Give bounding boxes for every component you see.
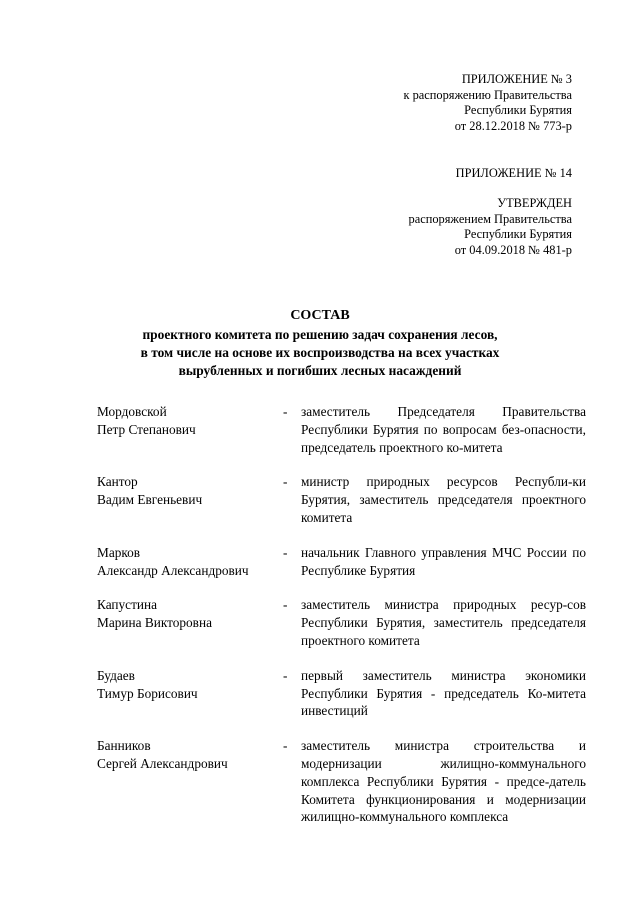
approved-title: УТВЕРЖДЕН	[497, 196, 572, 210]
member-name	[97, 403, 283, 456]
member-given-name: Сергей Александрович	[97, 755, 228, 771]
member-dash: -	[283, 597, 288, 613]
member-name	[97, 667, 283, 720]
approved-block	[409, 196, 573, 258]
member-dash: -	[283, 404, 288, 419]
member-surname: Кантор	[97, 474, 138, 490]
appendix-3-order-ref: к распоряжению Правительства	[403, 87, 572, 102]
member-row	[97, 737, 586, 826]
member-surname: Марков	[97, 544, 141, 560]
title-main: СОСТАВ	[290, 308, 350, 323]
member-role: начальник Главного управления МЧС России по Республике Бурятия	[301, 544, 586, 578]
member-role: заместитель министра строительства и модернизации жилищно-коммунального комплекса Республики Бурятия - предсе-датель Комитета функционирования и модернизации жилищно-коммунального комплекса	[301, 738, 586, 825]
member-given-name: Александр Александрович	[97, 562, 249, 578]
appendix-3-header	[403, 72, 572, 134]
member-surname: Банников	[97, 738, 151, 754]
appendix-14-title: ПРИЛОЖЕНИЕ № 14	[455, 166, 572, 180]
member-name	[97, 596, 283, 649]
member-row	[97, 544, 586, 580]
members-list	[97, 403, 586, 843]
approved-republic: Республики Бурятия	[464, 227, 572, 242]
title-line-3: вырубленных и погибших лесных насаждений	[178, 362, 462, 378]
member-role: заместитель министра природных ресур-сов Республики Бурятия, заместитель председателя проектного комитета	[301, 597, 586, 648]
appendix-3-republic: Республики Бурятия	[464, 103, 572, 118]
member-surname: Капустина	[97, 597, 158, 613]
member-row	[97, 667, 586, 720]
member-given-name: Вадим Евгеньевич	[97, 492, 203, 508]
member-dash: -	[283, 474, 288, 490]
member-row	[97, 403, 586, 456]
title-line-2: в том числе на основе их воспроизводства на всех участках	[140, 344, 500, 360]
approved-order-ref: распоряжением Правительства	[408, 211, 572, 226]
member-given-name: Петр Степанович	[97, 421, 196, 437]
member-row	[97, 596, 586, 649]
appendix-14-header	[456, 166, 572, 182]
member-dash: -	[283, 738, 288, 754]
member-dash: -	[283, 544, 288, 560]
title-line-1: проектного комитета по решению задач сохранения лесов,	[142, 327, 498, 342]
member-row	[97, 473, 586, 526]
member-name	[97, 737, 283, 826]
member-role: первый заместитель министра экономики Республики Бурятия - председатель Ко-митета инвестиций	[301, 667, 586, 719]
member-surname: Мордовской	[97, 404, 167, 419]
member-role: заместитель Председателя Правительства Республики Бурятия по вопросам без-опасности, председатель проектного ко-митета	[301, 404, 586, 455]
document-title	[60, 307, 580, 379]
member-given-name: Марина Викторовна	[97, 615, 212, 631]
appendix-3-date: от 28.12.2018 № 773-р	[454, 118, 572, 133]
member-dash: -	[283, 667, 288, 683]
member-surname: Будаев	[97, 667, 135, 683]
approved-date: от 04.09.2018 № 481-р	[454, 242, 572, 257]
member-role: министр природных ресурсов Республи-ки Бурятия, заместитель председателя проектного комитета	[301, 474, 586, 525]
member-given-name: Тимур Борисович	[97, 685, 198, 701]
member-name	[97, 544, 283, 580]
member-name	[97, 473, 283, 526]
appendix-3-title: ПРИЛОЖЕНИЕ № 3	[461, 72, 572, 86]
